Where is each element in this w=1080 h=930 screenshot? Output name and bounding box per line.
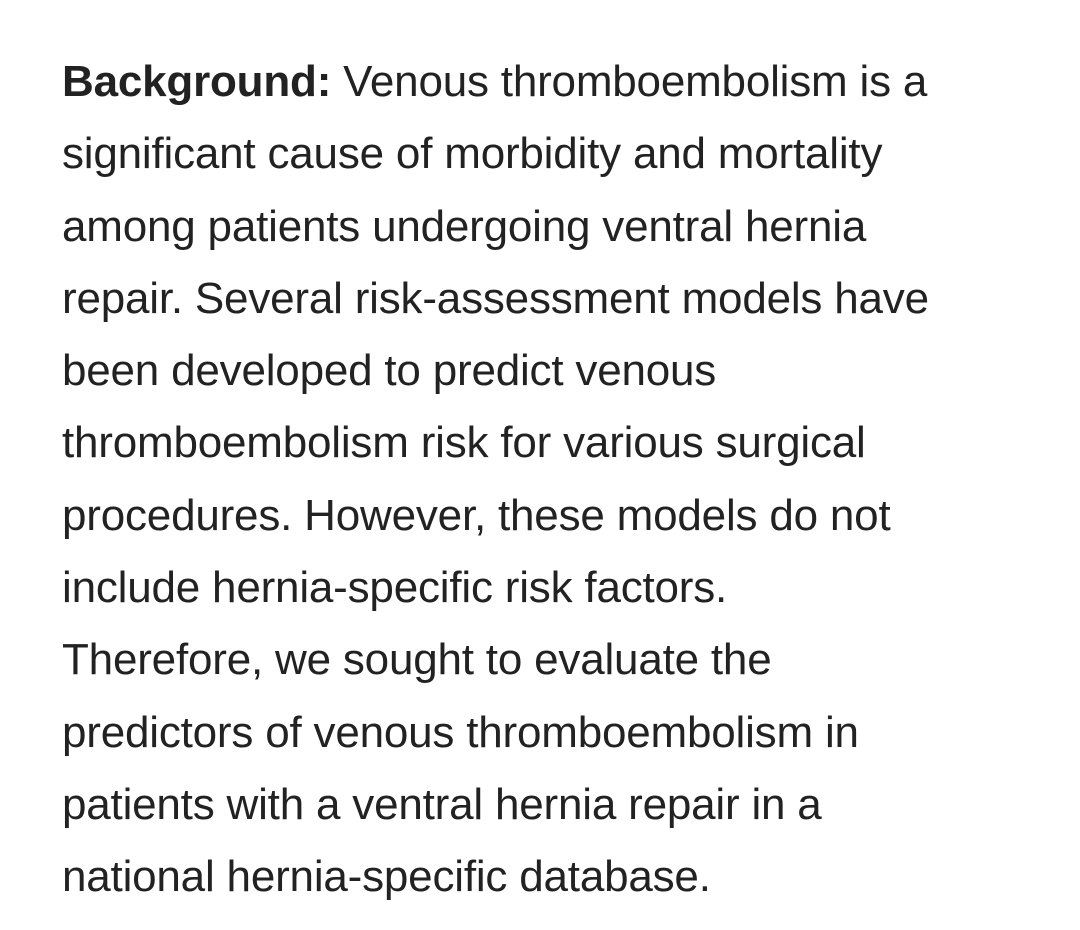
background-label: Background: bbox=[62, 57, 332, 106]
text-line-4: repair. Several risk-assessment models have bbox=[62, 273, 929, 323]
text-line-3: among patients undergoing ventral hernia bbox=[62, 201, 867, 251]
text-line-10: predictors of venous thromboembolism in bbox=[62, 707, 859, 757]
text-line-12: national hernia-specific database. bbox=[62, 852, 711, 902]
text-line-2: significant cause of morbidity and mortality bbox=[62, 129, 883, 179]
text-line-8: include hernia-specific risk factors. bbox=[62, 563, 728, 613]
text-line-7: procedures. However, these models do not bbox=[62, 490, 891, 540]
text-line-11: patients with a ventral hernia repair in a bbox=[62, 779, 822, 829]
text-line-6: thromboembolism risk for various surgical bbox=[62, 418, 866, 468]
text-line-9: Therefore, we sought to evaluate the bbox=[62, 635, 772, 685]
text-line-1 bbox=[62, 46, 1062, 118]
text-line-1-body: Venous thromboembolism is a bbox=[331, 57, 928, 106]
abstract-paragraph bbox=[62, 46, 1062, 914]
text-line-5: been developed to predict venous bbox=[62, 346, 717, 396]
